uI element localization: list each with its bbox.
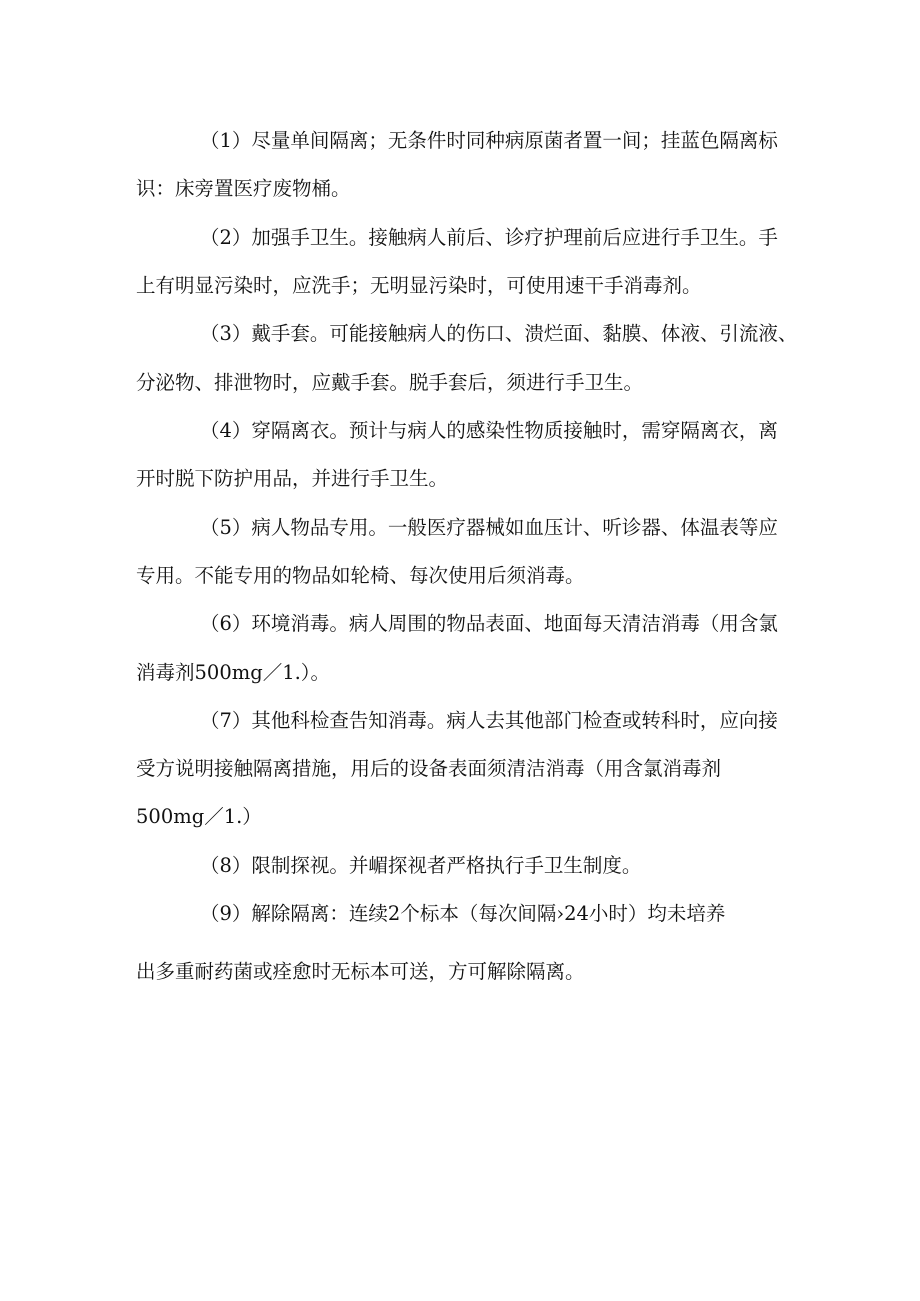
paragraph-1-line-2: 识：床旁置医疗废物桶。 bbox=[136, 177, 351, 200]
paragraph-4-line-2: 开时脱下防护用品，并进行手卫生。 bbox=[136, 467, 449, 490]
paragraph-2-line-2: 上有明显污染时，应洗手；无明显污染时，可使用速干手消毒剂。 bbox=[136, 274, 702, 297]
paragraph-6-line-2: 消毒剂500mg／1.）。 bbox=[136, 661, 331, 684]
paragraph-2-line-1: （2）加强手卫生。接触病人前后、诊疗护理前后应进行手卫生。手 bbox=[200, 226, 778, 249]
paragraph-7-line-1: （7）其他科检查告知消毒。病人去其他部门检查或转科时，应向接 bbox=[200, 709, 778, 732]
paragraph-8-line-1: （8）限制探视。并嵋探视者严格执行手卫生制度。 bbox=[200, 854, 642, 877]
paragraph-1-line-1: （1）尽量单间隔离；无条件时同种病原菌者置一间；挂蓝色隔离标 bbox=[200, 129, 778, 152]
paragraph-5-line-2: 专用。不能专用的物品如轮椅、每次使用后须消毒。 bbox=[136, 564, 585, 587]
paragraph-4-line-1: （4）穿隔离衣。预计与病人的感染性物质接触时，需穿隔离衣，离 bbox=[200, 419, 778, 442]
paragraph-9-line-2: 出多重耐药菌或痊愈时无标本可送，方可解除隔离。 bbox=[136, 960, 585, 983]
paragraph-5-line-1: （5）病人物品专用。一般医疗器械如血压计、听诊器、体温表等应 bbox=[200, 516, 778, 539]
paragraph-3-line-2: 分泌物、排泄物时，应戴手套。脱手套后，须进行手卫生。 bbox=[136, 371, 644, 394]
paragraph-3-line-1: （3）戴手套。可能接触病人的伤口、溃烂面、黏膜、体液、引流液、 bbox=[200, 322, 798, 345]
paragraph-9-line-1: （9）解除隔离：连续2个标本（每次间隔›24小时）均未培养 bbox=[200, 902, 726, 925]
paragraph-7-line-3: 500mg／1.） bbox=[136, 805, 262, 828]
paragraph-6-line-1: （6）环境消毒。病人周围的物品表面、地面每天清洁消毒（用含氯 bbox=[200, 612, 778, 635]
paragraph-7-line-2: 受方说明接触隔离措施，用后的设备表面须清洁消毒（用含氯消毒剂 bbox=[136, 757, 722, 780]
